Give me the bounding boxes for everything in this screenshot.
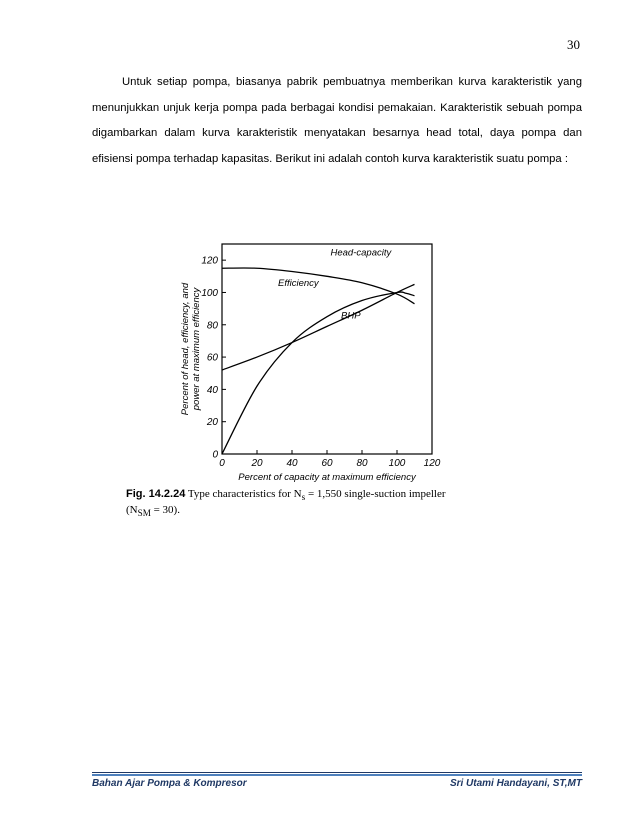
x-tick-label-4: 80 [356,458,368,469]
caption-line2-sub: SM [137,508,151,519]
y-tick-label-4: 80 [206,320,218,332]
y-axis-label-line-1: power at maximum efficiency [191,287,202,411]
chart-svg [160,238,450,498]
series-label-efficiency: Efficiency [278,278,319,289]
series-label-head-capacity: Head-capacity [330,247,392,259]
footer-rule [92,772,582,773]
series-efficiency-line [222,292,415,454]
figure-caption [126,488,516,520]
x-tick-label-0: 0 [219,458,225,469]
x-tick-label-3: 60 [321,458,333,469]
footer-rule-accent [92,774,582,776]
series-label-bhp: BHP [341,310,361,322]
caption-rest: = 1,550 single-suction impeller [305,488,446,500]
x-tick-label-6: 120 [423,458,441,469]
caption-label: Fig. 14.2.24 [126,488,186,500]
y-tick-label-5: 100 [201,287,218,299]
body-text [92,70,582,172]
y-axis-label [180,282,202,415]
y-tick-label-1: 20 [206,417,218,429]
footer-course-title: Bahan Ajar Pompa & Kompresor [92,778,247,789]
caption-sub: s [301,492,306,503]
y-tick-label-2: 40 [206,384,218,396]
caption-text: Type characteristics for N [185,488,302,500]
x-axis-label: Percent of capacity at maximum efficiency [238,472,416,483]
y-tick-label-3: 60 [206,352,218,364]
page-number: 30 [567,37,580,52]
caption-line2-rest: = 30). [150,504,180,517]
body-paragraph: Untuk setiap pompa, biasanya pabrik pembuatnya memberikan kurva karakteristik yang menunjukkan unjuk kerja pompa pada berbagai kondisi pemakaian. Karakteristik sebuah pompa digambarkan dalam kurva karakteristik menyatakan besarnya head total, daya pompa dan efisiensi pompa terhadap kapasitas. Berikut ini adalah contoh kurva karakteristik suatu pompa : [92,76,582,165]
pump-characteristic-chart [160,238,450,498]
y-tick-label-0: 0 [212,449,218,461]
caption-line2: (N [126,504,138,517]
y-tick-label-6: 120 [201,255,218,267]
plot-frame [222,244,432,454]
x-tick-label-5: 100 [388,458,406,469]
x-tick-label-2: 40 [286,458,298,469]
x-tick-label-1: 20 [251,458,263,469]
footer-author: Sri Utami Handayani, ST,MT [449,778,582,789]
y-axis-label-line-0: Percent of head, efficiency, and [180,282,191,416]
series-bhp-line [222,284,415,370]
